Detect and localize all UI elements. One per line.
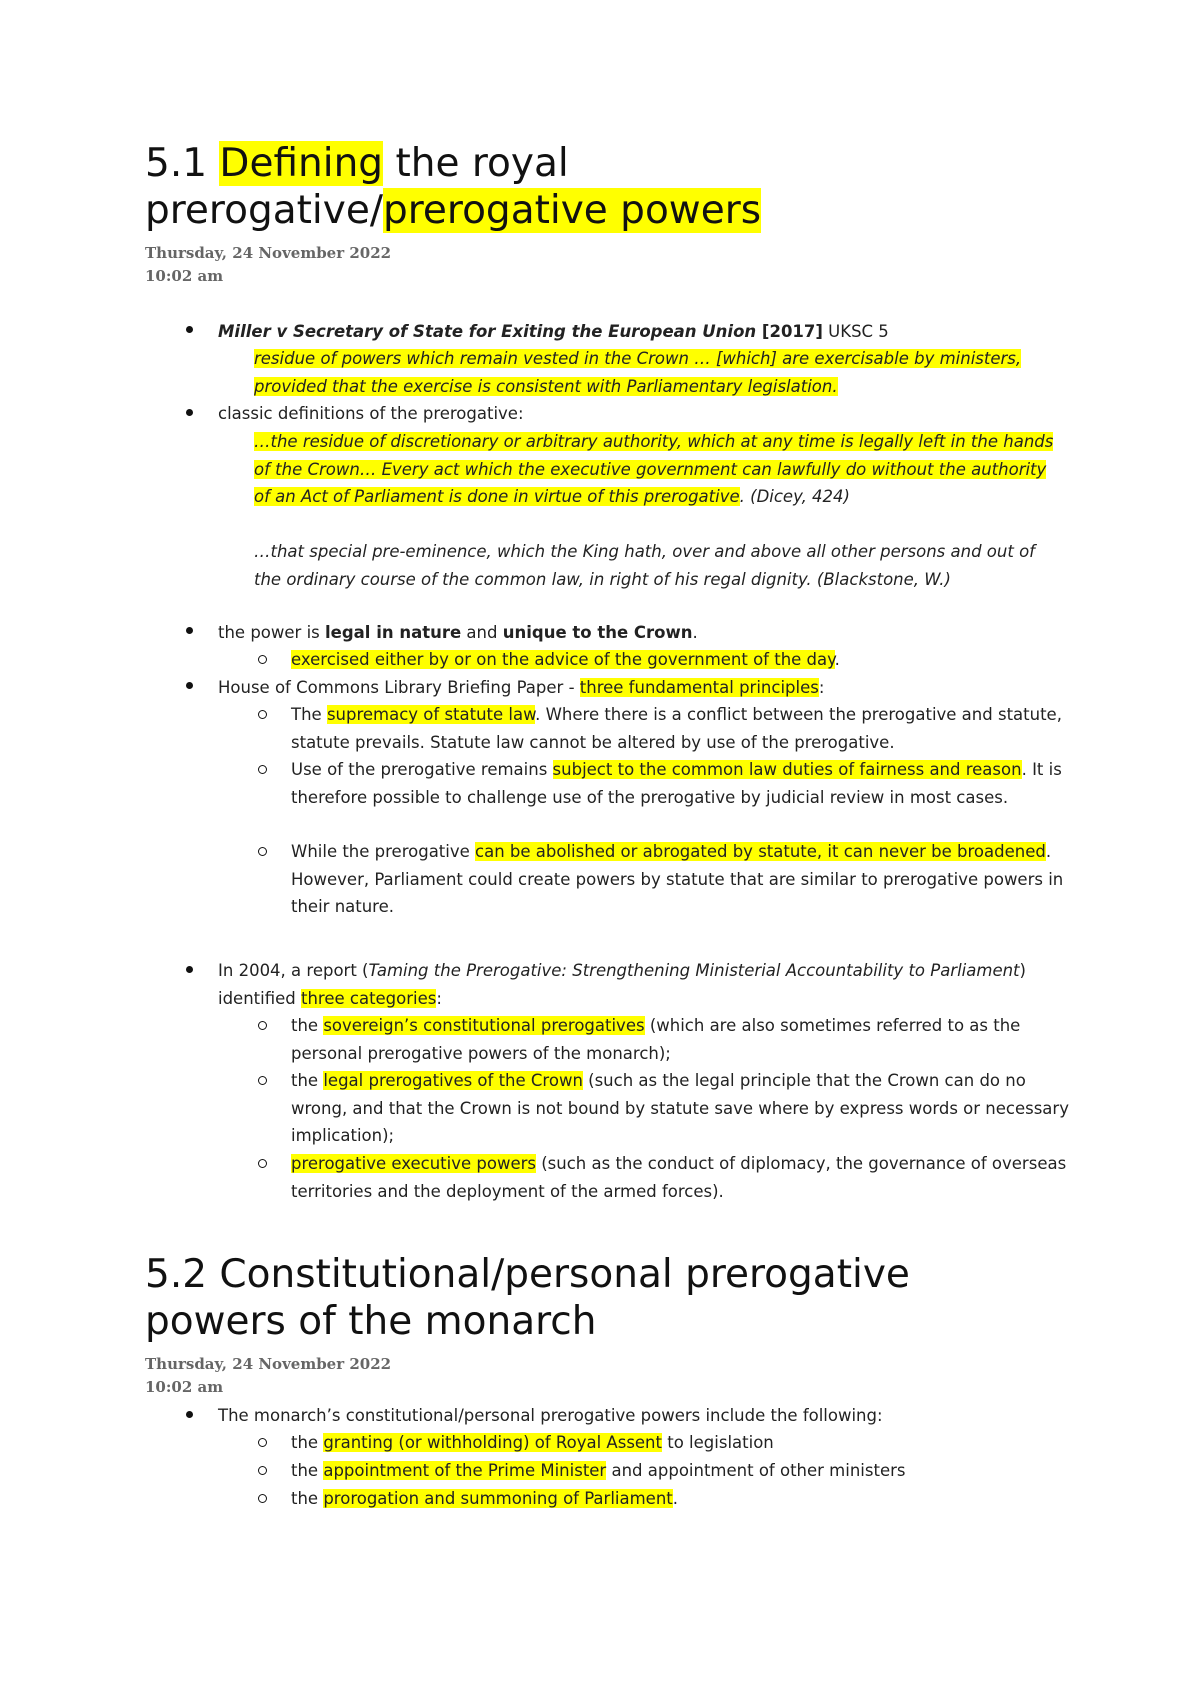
sub-bullet-icon — [258, 1021, 267, 1030]
report-2004-line: In 2004, a report (Taming the Prerogative: Strengthening Ministerial Accountability to Parliament) identified three categories: — [218, 961, 1026, 1008]
bullet-icon — [186, 1411, 193, 1418]
section-5-2-title: 5.2 Constitutional/personal prerogative powers of the monarch — [145, 1252, 910, 1344]
miller-quote — [254, 345, 1066, 400]
section-5-1-date: Thursday, 24 November 2022 — [145, 244, 392, 262]
section-5-2-time: 10:02 am — [145, 1378, 224, 1396]
three-categories-highlight: three categories — [300, 988, 437, 1008]
three-principles-highlight: three fundamental principles — [579, 678, 819, 697]
miller-case-line — [218, 318, 1068, 346]
sub-bullet-icon — [258, 1076, 267, 1085]
section-5-2-date: Thursday, 24 November 2022 — [145, 1355, 392, 1373]
bullet-icon — [186, 627, 193, 634]
dicey-quote — [254, 428, 1066, 511]
power-nature-line: the power is legal in nature and unique to the Crown. — [218, 623, 698, 642]
case-name: Miller v Secretary of State for Exiting the European Union — [218, 322, 757, 341]
classic-definitions-label: classic definitions of the prerogative: — [218, 404, 524, 423]
sub-bullet-icon — [258, 847, 267, 856]
bullet-icon — [186, 409, 193, 416]
monarch-power-1: the granting (or withholding) of Royal Assent to legislation — [291, 1433, 774, 1452]
bullet-icon — [186, 682, 193, 689]
section-5-1-time: 10:02 am — [145, 267, 224, 285]
legal-in-nature: legal in nature — [325, 623, 462, 642]
title-highlight-defining: Defining — [219, 141, 384, 186]
sub-bullet-icon — [258, 710, 267, 719]
bullet-icon — [186, 326, 193, 333]
title-number: 5.1 — [145, 141, 220, 186]
principle-2: Use of the prerogative remains subject to the common law duties of fairness and reason. It is therefore possible to challenge use of the prerogative by judicial review in most cases. — [291, 760, 1062, 807]
power-exercise-line: exercised either by or on the advice of the government of the day. — [291, 650, 840, 669]
case-citation: UKSC 5 — [822, 322, 889, 341]
blackstone-quote: …that special pre-eminence, which the King hath, over and above all other persons and out of the ordinary course of the common law, in right of his regal dignity. (Blackstone, W.) — [254, 542, 1035, 589]
monarch-powers-intro: The monarch’s constitutional/personal prerogative powers include the following: — [218, 1406, 883, 1425]
dicey-citation: . (Dicey, 424) — [739, 487, 850, 506]
monarch-power-3: the prorogation and summoning of Parliament. — [291, 1489, 679, 1508]
monarch-power-2: the appointment of the Prime Minister and appointment of other ministers — [291, 1461, 906, 1480]
sub-bullet-icon — [258, 765, 267, 774]
category-3: prerogative executive powers (such as the conduct of diplomacy, the governance of overseas territories and the deployment of the armed forces). — [291, 1154, 1067, 1201]
sub-bullet-icon — [258, 1466, 267, 1475]
category-2: the legal prerogatives of the Crown (such as the legal principle that the Crown can do no wrong, and that the Crown is not bound by statute save where by express words or necessary implication); — [291, 1071, 1069, 1145]
sub-bullet-icon — [258, 1159, 267, 1168]
title-highlight-powers: prerogative powers — [382, 188, 762, 233]
miller-quote-text: residue of powers which remain vested in the Crown … [which] are exercisable by ministers, provided that the exercise is consistent with Parliamentary legislation. — [254, 349, 1022, 396]
section-5-1-title — [145, 140, 905, 234]
report-title: Taming the Prerogative: Strengthening Ministerial Accountability to Parliament — [368, 961, 1020, 980]
case-year: [2017] — [756, 322, 823, 341]
category-1: the sovereign’s constitutional prerogatives (which are also sometimes referred to as the personal prerogative powers of the monarch); — [291, 1016, 1021, 1063]
principle-1: The supremacy of statute law. Where there is a conflict between the prerogative and statute, statute prevails. Statute law cannot be altered by use of the prerogative. — [291, 705, 1062, 752]
sub-bullet-icon — [258, 655, 267, 664]
sub-bullet-icon — [258, 1494, 267, 1503]
principle-3: While the prerogative can be abolished or abrogated by statute, it can never be broadened. However, Parliament could create powers by statute that are similar to prerogative powers in their nature. — [291, 842, 1064, 916]
dicey-quote-text: …the residue of discretionary or arbitrary authority, which at any time is legally left in the hands of the Crown… Every act which the executive government can lawfully do without the authority of an Act of Parliament is done in virtue of this prerogative — [254, 432, 1054, 506]
hoc-briefing-line: House of Commons Library Briefing Paper - three fundamental principles: — [218, 678, 825, 697]
sub-bullet-icon — [258, 1438, 267, 1447]
unique-to-crown: unique to the Crown — [502, 623, 693, 642]
title-text: the royal prerogative/ — [145, 141, 569, 233]
bullet-icon — [186, 966, 193, 973]
